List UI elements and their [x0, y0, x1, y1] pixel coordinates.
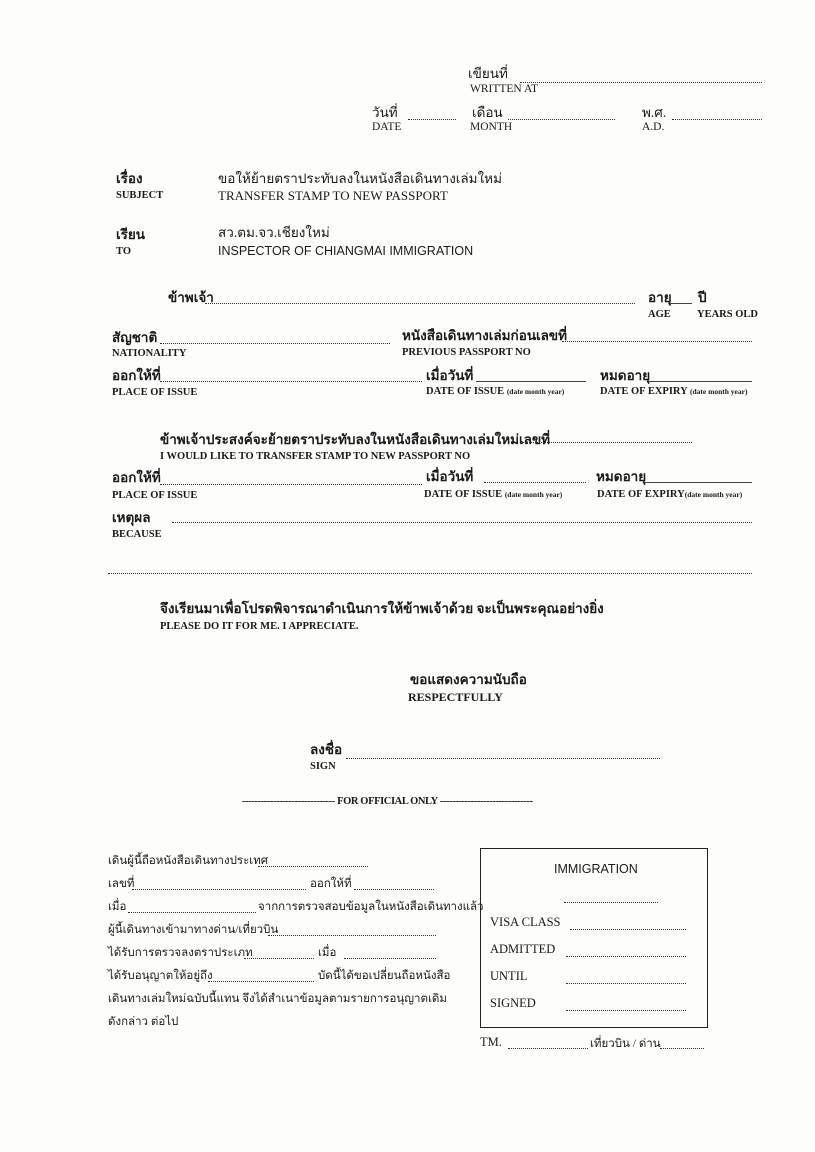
i-label-th: ข้าพเจ้า: [168, 290, 214, 305]
visa-class-field[interactable]: [570, 929, 686, 930]
official-country-field[interactable]: [258, 866, 368, 867]
to-label-en: TO: [116, 246, 131, 257]
date-label-en: DATE: [372, 121, 402, 133]
official-line-changed: บัดนี้ได้ขอเปลี่ยนถือหนังสือ: [318, 970, 451, 982]
request-text-th: จึงเรียนมาเพื่อโปรดพิจารณาดำเนินการให้ข้าพเจ้าด้วย จะเป็นพระคุณอย่างยิ่ง: [160, 601, 604, 616]
new-place-issue-label-th: ออกให้ที่: [112, 470, 161, 485]
to-text-th: สว.ตม.จว.เชียงใหม่: [218, 225, 330, 240]
nationality-label-en: NATIONALITY: [112, 348, 187, 359]
date-issue-label-en: DATE OF ISSUE (date month year): [426, 386, 565, 397]
month-label-en: MONTH: [470, 121, 513, 133]
signed-field[interactable]: [566, 1010, 686, 1011]
official-line-checked: จากการตรวจสอบข้อมูลในหนังสือเดินทางแล้ว: [258, 901, 484, 913]
month-label-th: เดือน: [472, 105, 503, 120]
tm-field[interactable]: [508, 1048, 588, 1049]
official-visa-type-field[interactable]: [244, 958, 314, 959]
date-issue-label-th: เมื่อวันที่: [426, 368, 474, 383]
sign-field[interactable]: [346, 758, 660, 759]
respectfully-th: ขอแสดงความนับถือ: [410, 672, 527, 687]
official-line-no: เลขที่: [108, 878, 135, 890]
year-field[interactable]: [672, 119, 762, 120]
flight-checkpoint-label: เที่ยวบิน / ด่าน: [590, 1038, 661, 1050]
place-issue-label-th: ออกให้ที่: [112, 368, 161, 383]
new-passport-field[interactable]: [522, 442, 692, 443]
expiry-field[interactable]: [648, 381, 752, 382]
new-date-issue-label-th: เมื่อวันที่: [426, 469, 474, 484]
years-label-th: ปี: [698, 290, 707, 305]
because-field[interactable]: [172, 522, 752, 523]
sign-label-en: SIGN: [310, 761, 336, 772]
respectfully-en: RESPECTFULLY: [408, 690, 503, 704]
year-label-th: พ.ศ.: [642, 105, 667, 120]
prev-passport-field[interactable]: [562, 341, 752, 342]
official-no-field[interactable]: [132, 889, 306, 890]
new-expiry-label-en: DATE OF EXPIRY(date month year): [597, 489, 743, 500]
year-label-en: A.D.: [642, 121, 665, 133]
official-divider: ------------------------------ FOR OFFICIAL ONLY ------------------------------: [242, 796, 533, 807]
place-issue-label-en: PLACE OF ISSUE: [112, 387, 198, 398]
because-label-th: เหตุผล: [112, 510, 151, 525]
immigration-box-top-field[interactable]: [564, 902, 658, 903]
name-field[interactable]: [205, 303, 635, 304]
age-label-th: อายุ: [648, 290, 672, 305]
official-when-field[interactable]: [128, 912, 256, 913]
because-label-en: BECAUSE: [112, 529, 162, 540]
official-line-ending: ดังกล่าว ต่อไป: [108, 1016, 179, 1028]
subject-label-en: SUBJECT: [116, 190, 164, 201]
age-field[interactable]: [670, 303, 692, 304]
official-line-when: เมื่อ: [108, 901, 127, 913]
nationality-label-th: สัญชาติ: [112, 330, 158, 345]
new-place-issue-field[interactable]: [160, 484, 422, 485]
new-passport-label-en: I WOULD LIKE TO TRANSFER STAMP TO NEW PASSPORT NO: [160, 451, 471, 462]
place-issue-field[interactable]: [160, 381, 422, 382]
years-label-en: YEARS OLD: [697, 309, 758, 320]
until-label: UNTIL: [490, 969, 528, 983]
official-line-when-2: เมื่อ: [318, 947, 337, 959]
subject-text-th: ขอให้ย้ายตราประทับลงในหนังสือเดินทางเล่มใหม่: [218, 171, 502, 186]
written-at-field[interactable]: [520, 82, 762, 83]
official-line-place: ออกให้ที่: [310, 878, 352, 890]
nationality-field[interactable]: [160, 343, 390, 344]
admitted-label: ADMITTED: [490, 942, 556, 956]
official-entry-field[interactable]: [268, 935, 436, 936]
written-at-label-en: WRITTEN AT: [470, 83, 539, 95]
official-stay-until-field[interactable]: [208, 981, 314, 982]
month-field[interactable]: [508, 119, 615, 120]
request-text-en: PLEASE DO IT FOR ME. I APPRECIATE.: [160, 621, 359, 632]
official-line-stay-until: ได้รับอนุญาตให้อยู่ถึง: [108, 970, 213, 982]
flight-checkpoint-field[interactable]: [660, 1048, 704, 1049]
admitted-field[interactable]: [566, 956, 686, 957]
official-when-2-field[interactable]: [344, 958, 436, 959]
date-label-th: วันที่: [372, 105, 398, 120]
subject-label-th: เรื่อง: [116, 171, 143, 186]
official-line-new-book: เดินทางเล่มใหม่ฉบับนี้แทน จึงได้สำเนาข้อมูลตามรายการอนุญาตเดิม: [108, 993, 447, 1005]
signed-label: SIGNED: [490, 996, 536, 1010]
new-date-issue-field[interactable]: [484, 482, 586, 483]
expiry-label-th: หมดอายุ: [600, 368, 651, 383]
prev-passport-label-th: หนังสือเดินทางเล่มก่อนเลขที่: [402, 328, 568, 343]
new-expiry-field[interactable]: [644, 482, 752, 483]
new-expiry-label-th: หมดอายุ: [596, 469, 647, 484]
expiry-label-en: DATE OF EXPIRY (date month year): [600, 386, 748, 397]
immigration-box-title: IMMIGRATION: [554, 862, 638, 876]
age-label-en: AGE: [648, 309, 671, 320]
prev-passport-label-en: PREVIOUS PASSPORT NO: [402, 347, 531, 358]
written-at-label-th: เขียนที่: [468, 66, 508, 81]
to-text-en: INSPECTOR OF CHIANGMAI IMMIGRATION: [218, 244, 474, 258]
because-field-line-2[interactable]: [108, 573, 752, 574]
date-field[interactable]: [408, 119, 456, 120]
official-place-field[interactable]: [354, 889, 434, 890]
tm-label: TM.: [480, 1035, 502, 1049]
new-passport-label-th: ข้าพเจ้าประสงค์จะย้ายตราประทับลงในหนังสือเดินทางเล่มใหม่เลขที่: [160, 432, 551, 447]
official-line-visa-type: ได้รับการตรวจลงตราประเภท: [108, 947, 253, 959]
visa-class-label: VISA CLASS: [490, 915, 561, 929]
date-issue-field[interactable]: [476, 381, 586, 382]
new-place-issue-label-en: PLACE OF ISSUE: [112, 490, 198, 501]
sign-label-th: ลงชื่อ: [310, 742, 343, 757]
new-date-issue-label-en: DATE OF ISSUE (date month year): [424, 489, 563, 500]
until-field[interactable]: [566, 983, 686, 984]
subject-text-en: TRANSFER STAMP TO NEW PASSPORT: [218, 188, 448, 203]
official-line-entry: ผู้นี้เดินทางเข้ามาทางด่าน/เที่ยวบิน: [108, 924, 279, 936]
official-line-country: เดินผู้นี้ถือหนังสือเดินทางประเทศ: [108, 855, 269, 867]
to-label-th: เรียน: [116, 227, 146, 242]
